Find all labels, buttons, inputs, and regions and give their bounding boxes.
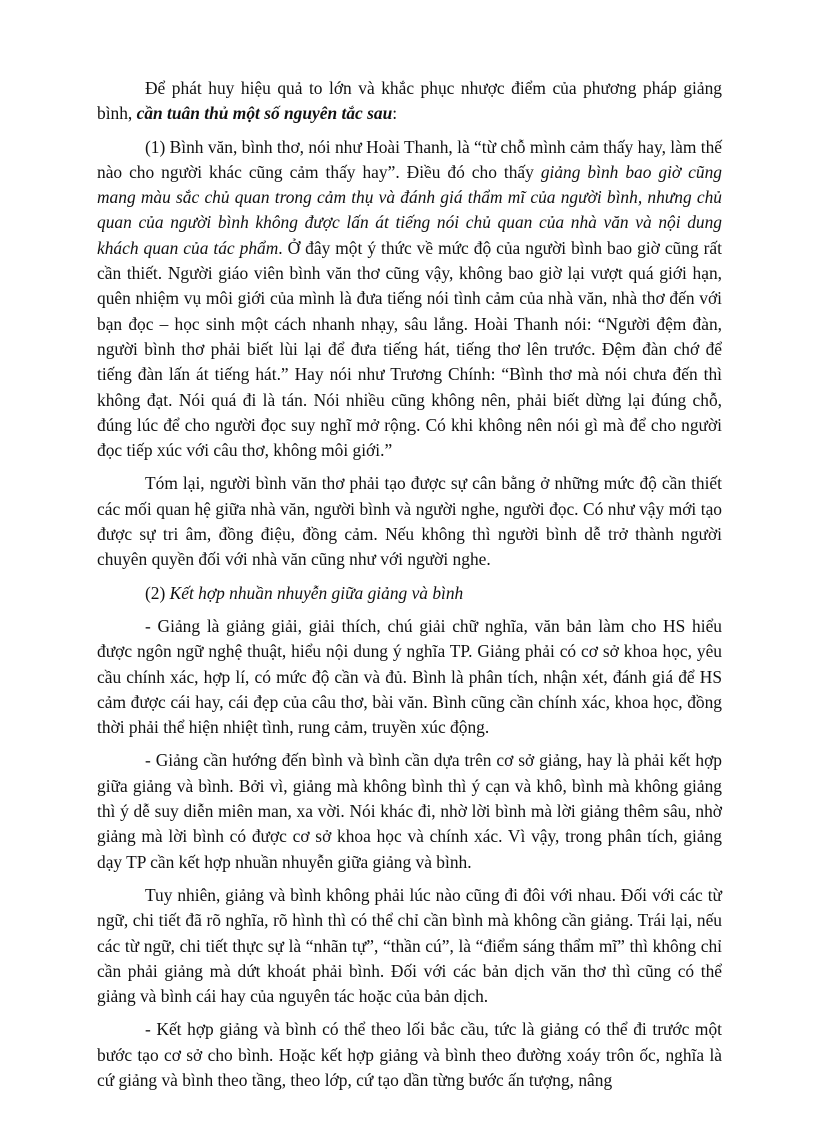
paragraph-giang-definition: - Giảng là giảng giải, giải thích, chú giải chữ nghĩa, văn bản làm cho HS hiểu được ngôn ngữ nghệ thuật, hiểu nội dung ý nghĩa TP. Giảng phải có cơ sở khoa học, yêu cầu chính xác, hợp lí, có mức độ cần và đủ. Bình là phân tích, nhận xét, đánh giá để HS cảm được cái hay, cái đẹp của câu thơ, bài văn. Bình cũng cần chính xác, khoa học, đồng thời phải thể hiện nhiệt tình, rung cảm, truyền xúc động. xyxy=(97,615,722,738)
paragraph-summary: Tóm lại, người bình văn thơ phải tạo được sự cân bằng ở những mức độ cần thiết các mối quan hệ giữa nhà văn, người bình và người nghe, người đọc. Có như vậy mới tạo được sự tri âm, đồng điệu, đồng cảm. Nếu không thì người bình dễ trở thành người chuyên quyền đối với nhà văn cũng như với người nghe. xyxy=(97,473,722,570)
principle-2-title: Kết hợp nhuần nhuyễn giữa giảng và bình xyxy=(169,582,464,603)
emphasis-subjectivity: giảng bình bao giờ cũng mang màu sắc chủ quan trong cảm thụ và đánh giá thẩm mĩ của người bình, nhưng chủ quan của người bình không được lấn át tiếng nói chủ quan của nhà văn và nội dung khách quan của tác phẩm xyxy=(97,161,722,258)
paragraph-principle-2-heading: (2) Kết hợp nhuần nhuyễn giữa giảng và bình xyxy=(145,582,464,603)
document-page xyxy=(97,76,722,1101)
paragraph-principle-1: (1) Bình văn, bình thơ, nói như Hoài Thanh, là “từ chỗ mình cảm thấy hay, làm thế nào cho người khác cũng cảm thấy hay”. Điều đó cho thấy giảng bình bao giờ cũng mang màu sắc chủ quan trong cảm thụ và đánh giá thẩm mĩ của người bình, nhưng chủ quan của người bình không được lấn át tiếng nói chủ quan của nhà văn và nội dung khách quan của tác phẩm. Ở đây một ý thức về mức độ của người bình bao giờ cũng rất cần thiết. Người giáo viên bình văn thơ cũng vậy, không bao giờ lại vượt quá giới hạn, quên nhiệm vụ môi giới của mình là đưa tiếng nói tình cảm của nhà văn, nhà thơ đến với bạn đọc – học sinh một cách nhanh nhạy, sâu lắng. Hoài Thanh nói: “Người đệm đàn, người bình thơ phải biết lùi lại để đưa tiếng hát, tiếng thơ lên trước. Đệm đàn chớ để tiếng đàn lấn át tiếng hát.” Hay nói như Trương Chính: “Bình thơ mà nói chưa đến thì không đạt. Nói quá đi là tán. Nói nhiều cũng không nên, phải biết dừng lại đúng chỗ, đúng lúc để cho người đọc suy nghĩ mở rộng. Có khi không nên nói gì mà để cho người đọc tiếp xúc với câu thơ, không môi giới.” xyxy=(97,136,722,461)
emphasis-principles: cần tuân thủ một số nguyên tắc sau xyxy=(136,103,393,124)
paragraph-combine-giang-binh: - Giảng cần hướng đến bình và bình cần dựa trên cơ sở giảng, hay là phải kết hợp giữa giảng và bình. Bởi vì, giảng mà không bình thì ý cạn và khô, bình mà không giảng thì ý dễ suy diễn miên man, xa vời. Nói khác đi, nhờ lời bình mà lời giảng thêm sâu, nhờ giảng mà lời bình có được cơ sở khoa học và chính xác. Vì vậy, trong phân tích, giảng dạy TP cần kết hợp nhuần nhuyễn giữa giảng và bình. xyxy=(97,750,722,872)
paragraph-bridge-spiral: - Kết hợp giảng và bình có thể theo lối bắc cầu, tức là giảng có thể đi trước một bước tạo cơ sở cho bình. Hoặc kết hợp giảng và bình theo đường xoáy trôn ốc, nghĩa là cứ giảng và bình theo tầng, theo lớp, cứ tạo dần từng bước ấn tượng, nâng xyxy=(97,1019,722,1090)
paragraph-intro: Để phát huy hiệu quả to lớn và khắc phục nhược điểm của phương pháp giảng bình, cần tuân thủ một số nguyên tắc sau: xyxy=(97,78,722,124)
paragraph-however: Tuy nhiên, giảng và bình không phải lúc nào cũng đi đôi với nhau. Đối với các từ ngữ, chi tiết đã rõ nghĩa, rõ hình thì có thể chỉ cần bình mà không cần giảng. Trái lại, nếu các từ ngữ, chi tiết thực sự là “nhãn tự”, “thần cú”, là “điểm sáng thẩm mĩ” thì không chỉ cần phải giảng mà dứt khoát phải bình. Đối với các bản dịch văn thơ thì cũng có thể giảng và bình cái hay của nguyên tác hoặc của bản dịch. xyxy=(97,884,722,1007)
